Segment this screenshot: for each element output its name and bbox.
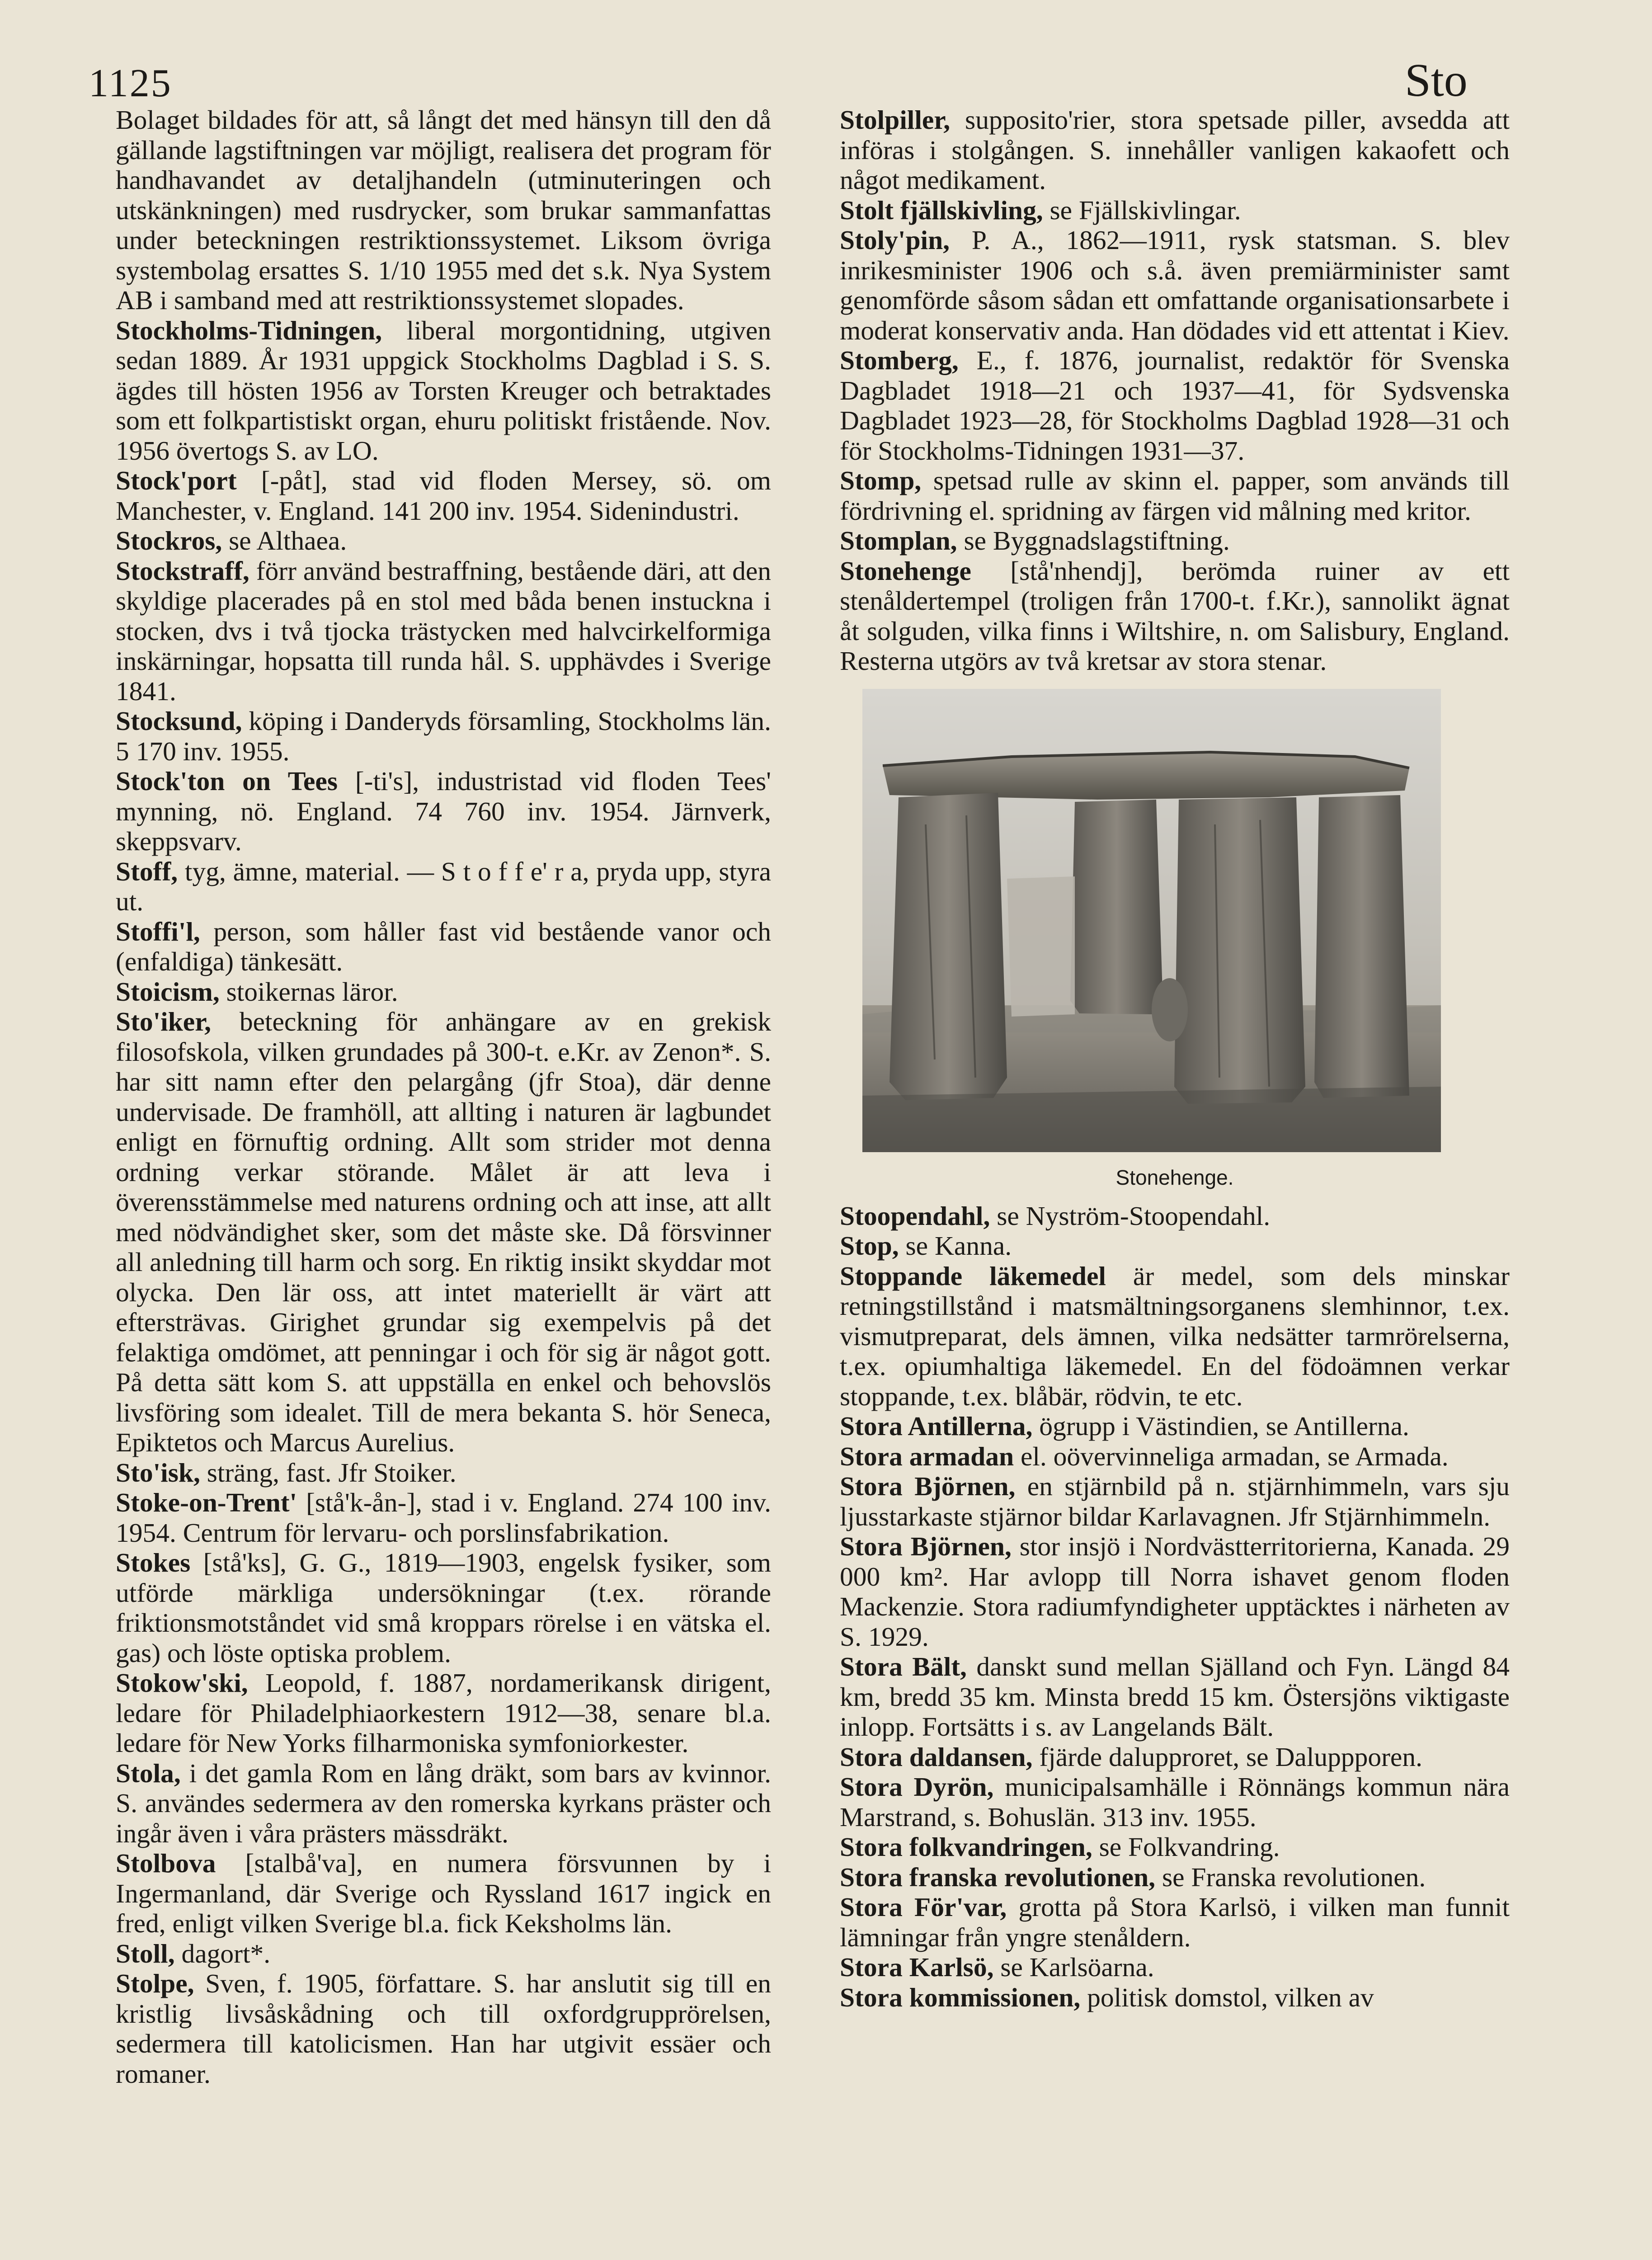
entry-headword: Stora För'var, bbox=[840, 1892, 1007, 1922]
dictionary-entry bbox=[840, 345, 1510, 466]
entry-text: en stjärnbild på n. stjärnhimmeln, vars sju ljusstarkaste stjärnor bildar Karlavagnen. Jfr Stjärnhimmeln. bbox=[840, 1471, 1510, 1531]
dictionary-entry bbox=[840, 1772, 1510, 1832]
entry-headword: Stora kommissionen, bbox=[840, 1982, 1081, 2012]
entry-headword: Stora Bält, bbox=[840, 1652, 967, 1681]
dictionary-entry bbox=[116, 1968, 771, 2089]
left-column bbox=[116, 105, 771, 2089]
entry-text: förr använd bestraffning, bestående däri, att den skyldige placerades på en stol med båda benen instuckna i stocken, dvs i två tjocka trästycken med halvcirkelformiga inskärningar, hopsatta till runda hål. S. upphävdes i Sverige 1841. bbox=[116, 556, 771, 706]
dictionary-entry bbox=[116, 556, 771, 706]
dictionary-entry bbox=[116, 105, 771, 315]
figure-caption: Stonehenge. bbox=[1115, 1165, 1234, 1189]
entry-text: sträng, fast. Jfr Stoiker. bbox=[200, 1457, 457, 1488]
dictionary-entry bbox=[116, 1668, 771, 1758]
dictionary-entry bbox=[116, 1458, 771, 1488]
entry-headword: Stoicism, bbox=[116, 976, 220, 1007]
dictionary-entry bbox=[840, 1471, 1510, 1531]
dictionary-entry bbox=[840, 526, 1510, 556]
entry-text: se Franska revolutionen. bbox=[1155, 1862, 1426, 1892]
right-column-bottom bbox=[840, 1201, 1510, 2013]
entry-headword: Stora daldansen, bbox=[840, 1742, 1033, 1772]
entry-headword: Stola, bbox=[116, 1758, 181, 1788]
entry-text: se Althaea. bbox=[222, 526, 347, 556]
entry-headword: Stokow'ski, bbox=[116, 1668, 248, 1698]
entry-headword: Stomberg, bbox=[840, 345, 959, 375]
dictionary-entry bbox=[840, 1832, 1510, 1862]
dictionary-entry bbox=[840, 1982, 1510, 2013]
right-column bbox=[840, 105, 1510, 2012]
dictionary-entry bbox=[116, 1007, 771, 1458]
dictionary-entry bbox=[116, 315, 771, 466]
entry-text: [stå'k-ån-], stad i v. England. 274 100 inv. 1954. Centrum för lervaru- och porslinsfabrikation. bbox=[116, 1488, 771, 1548]
entry-headword: Stoke-on-Trent' bbox=[116, 1488, 297, 1517]
entry-headword: Stoopendahl, bbox=[840, 1201, 990, 1231]
right-column-top bbox=[840, 105, 1510, 676]
dictionary-entry bbox=[840, 1531, 1510, 1652]
entry-text: stoikernas läror. bbox=[219, 976, 398, 1007]
dictionary-entry bbox=[116, 1488, 771, 1548]
running-head: Sto bbox=[1405, 54, 1468, 106]
entry-headword: Stock'ton on Tees bbox=[116, 766, 338, 796]
entry-headword: Stora folkvandringen, bbox=[840, 1832, 1092, 1862]
entry-text: el. oövervinneliga armadan, se Armada. bbox=[1014, 1441, 1449, 1471]
entry-text: se Byggnadslagstiftning. bbox=[957, 526, 1230, 556]
entry-headword: Stolpe, bbox=[116, 1968, 194, 1998]
entry-headword: Stora Björnen, bbox=[840, 1531, 1012, 1561]
entry-text: [stå'ks], G. G., 1819—1903, engelsk fysiker, som utförde märkliga undersökningar (t.ex. rörande friktionsmotståndet vid små kroppars rörelse i en vätska el. gas) och löste optiska problem. bbox=[116, 1548, 771, 1668]
dictionary-entry bbox=[116, 1939, 771, 1969]
entry-text: Leopold, f. 1887, nordamerikansk dirigent, ledare för Philadelphiaorkestern 1912—38, senare bl.a. ledare för New Yorks filharmoniska symfoniorkester. bbox=[116, 1668, 771, 1758]
entry-text: P. A., 1862—1911, rysk statsman. S. blev inrikesminister 1906 och s.å. även premiärminister samt genomförde såsom sådan ett omfattande organisationsarbete i moderat konservativ anda. Han dödades vid ett attentat i Kiev. bbox=[840, 225, 1510, 345]
entry-headword: Stomplan, bbox=[840, 526, 957, 556]
entry-headword: Stop, bbox=[840, 1231, 899, 1261]
entry-headword: Stolt fjällskivling, bbox=[840, 195, 1043, 225]
page-number: 1125 bbox=[89, 61, 172, 105]
entry-text: dagort*. bbox=[174, 1938, 271, 1968]
entry-text: E., f. 1876, journalist, redaktör för Svenska Dagbladet 1918—21 och 1937—41, för Sydsvenska Dagbladet 1923—28, för Stockholms Dagblad 1928—31 och för Stockholms-Tidningen 1931—37. bbox=[840, 345, 1510, 466]
entry-headword: Stora armadan bbox=[840, 1441, 1014, 1471]
stonehenge-figure bbox=[840, 689, 1510, 1190]
entry-text: supposito'rier, stora spetsade piller, avsedda att införas i stolgången. S. innehåller vanligen kakaofett och något medikament. bbox=[840, 105, 1510, 195]
dictionary-entry bbox=[840, 466, 1510, 526]
dictionary-entry bbox=[840, 1231, 1510, 1261]
entry-text: fjärde dalupproret, se Daluppроren. bbox=[1032, 1742, 1422, 1772]
entry-text: danskt sund mellan Själland och Fyn. Längd 84 km, bredd 35 km. Minsta bredd 15 km. Östersjöns viktigaste inlopp. Fortsätts i s. av Langelands Bält. bbox=[840, 1652, 1510, 1742]
entry-text: [stalbå'va], en numera försvunnen by i Ingermanland, där Sverige och Ryssland 1617 ingick en fred, enligt vilken Sverige bl.a. fick Keksholms län. bbox=[116, 1848, 771, 1938]
entry-text: i det gamla Rom en lång dräkt, som bars av kvinnor. S. användes sedermera av den romerska kyrkans präster och ingår även i våra prästers mässdräkt. bbox=[116, 1758, 771, 1848]
entry-headword: Stock'port bbox=[116, 466, 237, 495]
entry-text: liberal morgontidning, utgiven sedan 1889. År 1931 uppgick Stockholms Dagblad i S. S. ägdes till hösten 1956 av Torsten Kreuger och betraktades som ett folkpartistiskt organ, ehuru politiskt fristående. Nov. 1956 övertogs S. av LO. bbox=[116, 315, 771, 466]
entry-headword: Stora Dyrön, bbox=[840, 1772, 994, 1802]
entry-headword: Stoff, bbox=[116, 856, 178, 886]
entry-text: tyg, ämne, material. — S t o f f e' r a, pryda upp, styra ut. bbox=[116, 856, 771, 916]
entry-headword: Stora Antillerna, bbox=[840, 1411, 1033, 1441]
entry-text: person, som håller fast vid bestående vanor och (enfaldiga) tänkesätt. bbox=[116, 916, 771, 976]
dictionary-entry bbox=[116, 466, 771, 526]
dictionary-entry bbox=[116, 1548, 771, 1668]
entry-headword: Stolpiller, bbox=[840, 105, 951, 135]
entry-headword: Sto'iker, bbox=[116, 1007, 212, 1036]
entry-headword: Stokes bbox=[116, 1548, 191, 1577]
dictionary-entry bbox=[840, 556, 1510, 676]
entry-text: Bolaget bildades för att, så långt det med hänsyn till den då gällande lagstiftningen var möjligt, realisera det program för handhavandet av detaljhandeln (utminuteringen och utskänkningen) med rusdrycker, som brukar sammanfattas under beteckningen restriktionssystemet. Liksom övriga systembolag ersattes S. 1/10 1955 med det s.k. Nya System AB i samband med att restriktionssystemet slopades. bbox=[116, 105, 771, 315]
entry-text: köping i Danderyds församling, Stockholms län. 5 170 inv. 1955. bbox=[116, 706, 771, 766]
dictionary-entry bbox=[840, 1742, 1510, 1772]
entry-headword: Stockholms-Tidningen, bbox=[116, 315, 382, 345]
entry-text: [stå'nhendj], berömda ruiner av ett stenåldertempel (troligen från 1700-t. f.Kr.), sannolikt ägnat åt solguden, vilka finns i Wiltshire, n. om Salisbury, England. Resterna utgörs av två kretsar av stora stenar. bbox=[840, 556, 1510, 676]
dictionary-entry bbox=[840, 1862, 1510, 1893]
dictionary-entry bbox=[840, 1652, 1510, 1742]
dictionary-entry bbox=[840, 1441, 1510, 1472]
dictionary-entry bbox=[840, 1411, 1510, 1441]
dictionary-entry bbox=[116, 706, 771, 766]
dictionary-entry bbox=[840, 105, 1510, 195]
dictionary-entry bbox=[116, 526, 771, 556]
dictionary-entry bbox=[116, 1758, 771, 1849]
entry-text: stor insjö i Nordvästterritorierna, Kanada. 29 000 km². Har avlopp till Norra ishavet genom floden Mackenzie. Stora radiumfyndigheter upptäcktes i närheten av S. 1929. bbox=[840, 1531, 1510, 1652]
entry-headword: Sto'isk, bbox=[116, 1457, 200, 1488]
entry-text: ögrupp i Västindien, se Antillerna. bbox=[1032, 1411, 1409, 1441]
entry-headword: Stoll, bbox=[116, 1938, 175, 1968]
entry-headword: Stomp, bbox=[840, 466, 922, 495]
entry-headword: Stoly'pin, bbox=[840, 225, 950, 255]
dictionary-entry bbox=[840, 1892, 1510, 1952]
dictionary-entry bbox=[840, 1261, 1510, 1412]
entry-headword: Stoppande läkemedel bbox=[840, 1261, 1106, 1291]
entry-headword: Stoffi'l, bbox=[116, 916, 200, 946]
dictionary-entry bbox=[840, 1952, 1510, 1982]
entry-text: se Fjällskivlingar. bbox=[1043, 195, 1241, 225]
entry-headword: Stora Karlsö, bbox=[840, 1952, 994, 1982]
entry-text: [-ti's], industristad vid floden Tees' mynning, nö. England. 74 760 inv. 1954. Järnverk, skeppsvarv. bbox=[116, 766, 771, 856]
entry-headword: Stora franska revolutionen, bbox=[840, 1862, 1156, 1892]
dictionary-entry bbox=[840, 225, 1510, 345]
dictionary-entry bbox=[840, 1201, 1510, 1231]
entry-text: se Nyström-Stoopendahl. bbox=[990, 1201, 1271, 1231]
entry-text: se Folkvandring. bbox=[1092, 1832, 1280, 1862]
dictionary-entry bbox=[116, 1848, 771, 1939]
entry-text: politisk domstol, vilken av bbox=[1080, 1982, 1374, 2012]
dictionary-entry bbox=[116, 977, 771, 1007]
dictionary-entry bbox=[116, 857, 771, 917]
entry-text: spetsad rulle av skinn el. papper, som används till fördrivning el. spridning av färgen vid målning med kritor. bbox=[840, 466, 1510, 526]
entry-text: grotta på Stora Karlsö, i vilken man funnit lämningar från yngre stenåldern. bbox=[840, 1892, 1510, 1952]
dictionary-entry bbox=[116, 766, 771, 857]
entry-headword: Stora Björnen, bbox=[840, 1471, 1016, 1501]
entry-headword: Stockstraff, bbox=[116, 556, 249, 586]
entry-text: municipalsamhälle i Rönnängs kommun nära Marstrand, s. Bohuslän. 313 inv. 1955. bbox=[840, 1772, 1510, 1832]
dictionary-entry bbox=[116, 917, 771, 977]
entry-text: se Karlsöarna. bbox=[993, 1952, 1154, 1982]
entry-text: beteckning för anhängare av en grekisk filosofskola, vilken grundades på 300-t. e.Kr. av Zenon*. S. har sitt namn efter den pelargång (jfr Stoa), där denne undervisade. De framhöll, att allting i naturen är lagbundet enligt en förnuftig ordning. Allt som strider mot denna ordning verkar störande. Målet är att leva i överensstämmelse med naturens ordning och att inse, att allt med nödvändighet sker, som det måste ske. Då försvinner all anledning till harm och sorg. En riktig insikt skyddar mot olycka. Den lär oss, att intet materiellt är värt att eftersträvas. Girighet grundar sig exempelvis på det felaktiga omdömet, att penningar i och för sig är något gott. På detta sätt kom S. att uppställa en enkel och behovslös livsföring som idealet. Till de mera bekanta S. hör Seneca, Epiktetos och Marcus Aurelius. bbox=[116, 1007, 771, 1457]
stonehenge-photo-icon bbox=[862, 689, 1441, 1152]
entry-text: Sven, f. 1905, författare. S. har anslutit sig till en kristlig livsåskådning och till oxfordgrupprörelsen, sedermera till katolicismen. Han har utgivit essäer och romaner. bbox=[116, 1968, 771, 2089]
entry-headword: Stonehenge bbox=[840, 556, 971, 586]
entry-text: [-påt], stad vid floden Mersey, sö. om Manchester, v. England. 141 200 inv. 1954. Sidenindustri. bbox=[116, 466, 771, 526]
entry-headword: Stocksund, bbox=[116, 706, 242, 736]
entry-text: se Kanna. bbox=[899, 1231, 1012, 1261]
entry-text: är medel, som dels minskar retningstillstånd i matsmältningsorganens slemhinnor, t.ex. vismutpreparat, dels ämnen, vilka nedsätter tarmrörelserna, t.ex. opiumhaltiga läkemedel. En del födoämnen verkar stoppande, t.ex. blåbär, rödvin, te etc. bbox=[840, 1261, 1510, 1411]
entry-headword: Stockros, bbox=[116, 526, 222, 556]
dictionary-entry bbox=[840, 195, 1510, 226]
entry-headword: Stolbova bbox=[116, 1848, 216, 1878]
